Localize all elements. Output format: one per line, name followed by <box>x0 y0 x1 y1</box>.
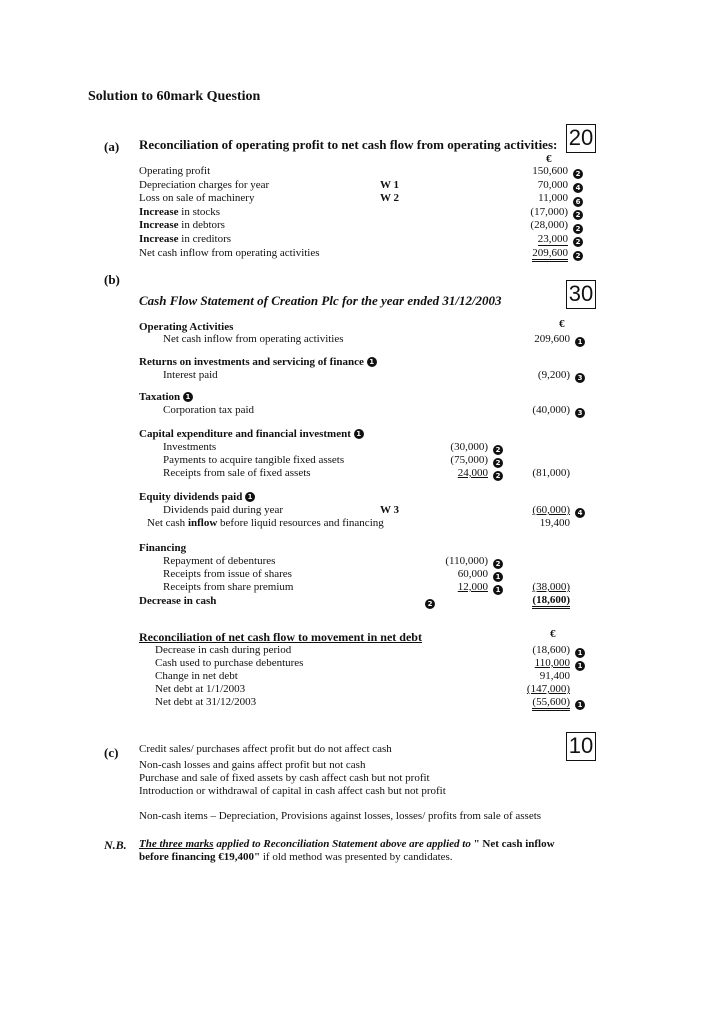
part-a-value: 150,600 <box>532 165 568 177</box>
part-a-row-label <box>139 206 220 218</box>
recon-value: 110,000 <box>534 657 570 669</box>
mark-icon: 3 <box>575 408 585 418</box>
part-c-label: (c) <box>104 745 119 760</box>
nb-text2-b: if old method was presented by candidates. <box>260 851 453 863</box>
part-a-row-value <box>490 247 568 259</box>
row-label-rest: in debtors <box>178 219 225 232</box>
part-c-marks-box: 10 <box>566 732 596 761</box>
mark-icon: 2 <box>493 559 503 569</box>
mark-icon: 1 <box>367 357 377 367</box>
capex-total: (81,000) <box>532 467 570 479</box>
financing-row-label: Receipts from share premium <box>163 581 294 593</box>
part-a-row-value <box>490 233 568 245</box>
part-a-row-label: Operating profit <box>139 165 211 177</box>
returns-value: (9,200) <box>537 369 570 381</box>
mark-cell <box>575 657 585 675</box>
recon-currency: € <box>550 628 556 640</box>
capex-row-label: Payments to acquire tangible fixed assets <box>163 454 345 466</box>
part-a-value: 11,000 <box>538 192 568 205</box>
part-a-row-value <box>490 192 568 204</box>
part-b-label: (b) <box>104 272 120 287</box>
mark-icon: 1 <box>493 585 503 595</box>
capex-value: 24,000 <box>457 467 488 479</box>
dividends-value: (60,000) <box>532 504 570 516</box>
mark-icon: 3 <box>575 373 585 383</box>
dividends-ref: W 3 <box>380 504 400 516</box>
part-a-value: 23,000 <box>537 233 568 245</box>
recon-row-label: Cash used to purchase debentures <box>155 657 304 669</box>
dividends-heading: Equity dividends paid <box>139 491 243 503</box>
financing-value: 60,000 <box>457 568 488 580</box>
mark-icon: 1 <box>354 429 364 439</box>
recon-row-value <box>496 657 570 669</box>
recon-row-label: Change in net debt <box>155 670 238 682</box>
net-before-value: 19,400 <box>539 517 570 529</box>
financing-row-value <box>420 581 488 593</box>
dividends-line: Dividends paid during year <box>163 504 284 516</box>
capex-row-value <box>420 454 488 466</box>
mark-icon: 1 <box>575 337 585 347</box>
mark-cell <box>573 247 583 265</box>
financing-row-label: Repayment of debentures <box>163 555 276 567</box>
part-c-item: Credit sales/ purchases affect profit but do not affect cash <box>139 743 392 755</box>
operating-value: 209,600 <box>534 333 570 345</box>
mark-icon: 2 <box>425 599 435 609</box>
row-label-bold: Increase <box>139 205 179 218</box>
mark-icon: 4 <box>573 183 583 193</box>
operating-heading: Operating Activities <box>139 321 234 333</box>
part-a-row-ref: W 1 <box>380 178 400 191</box>
recon-row-value <box>496 644 570 656</box>
capex-row-label: Receipts from sale of fixed assets <box>163 467 311 479</box>
operating-line: Net cash inflow from operating activities <box>163 333 344 345</box>
part-a-label: (a) <box>104 139 120 154</box>
capex-value: (75,000) <box>450 454 488 466</box>
financing-row-label: Receipts from issue of shares <box>163 568 292 580</box>
decrease-value: (18,600) <box>532 594 570 609</box>
recon-row-label: Net debt at 1/1/2003 <box>155 683 246 695</box>
recon-row-value <box>496 670 570 682</box>
part-a-row-label: Depreciation charges for year <box>139 178 270 191</box>
taxation-line: Corporation tax paid <box>163 404 255 416</box>
recon-row-value <box>496 696 570 708</box>
mark-icon: 4 <box>575 508 585 518</box>
mark-icon: 1 <box>183 392 193 402</box>
part-a-row-ref: W 2 <box>380 192 400 205</box>
returns-line: Interest paid <box>163 369 218 381</box>
part-a-row-label: Net cash inflow from operating activities <box>139 246 320 259</box>
mark-cell <box>575 696 585 714</box>
capex-row-label: Investments <box>163 441 217 453</box>
recon-value: (147,000) <box>526 683 570 695</box>
mark-icon: 1 <box>575 700 585 710</box>
row-label-bold: Increase <box>139 219 179 232</box>
part-c-item: Non-cash losses and gains affect profit but not cash <box>139 759 366 771</box>
noncash-items: Non-cash items – Depreciation, Provisions against losses, losses/ profits from sale of assets <box>139 810 542 822</box>
decrease-label: Decrease in cash <box>139 595 217 607</box>
mark-icon: 2 <box>573 210 583 220</box>
part-a-heading: Reconciliation of operating profit to net cash flow from operating activities: <box>139 137 558 152</box>
mark-icon: 1 <box>493 572 503 582</box>
net-before-c: before liquid resources and financing <box>217 517 384 529</box>
capex-row-value <box>420 467 488 479</box>
row-label-bold: Increase <box>139 233 179 245</box>
part-a-row-value <box>490 179 568 191</box>
recon-heading: Reconciliation of net cash flow to movement in net debt <box>139 630 422 644</box>
capex-row-value <box>420 441 488 453</box>
part-a-row-label <box>139 233 231 245</box>
returns-heading: Returns on investments and servicing of finance <box>139 356 364 368</box>
mark-icon: 2 <box>573 224 583 234</box>
net-before-a: Net cash <box>147 517 188 529</box>
recon-row-value <box>496 683 570 695</box>
nb-text2-a: before financing €19,400" <box>139 851 261 863</box>
net-before-b: inflow <box>187 517 218 529</box>
mark-icon: 2 <box>493 471 503 481</box>
part-c-item: Introduction or withdrawal of capital in cash affect cash but not profit <box>139 785 446 797</box>
mark-icon: 2 <box>573 169 583 179</box>
recon-row-label: Decrease in cash during period <box>155 644 292 656</box>
taxation-heading: Taxation <box>139 391 181 403</box>
recon-value: 91,400 <box>539 670 570 682</box>
capex-heading: Capital expenditure and financial investment <box>139 428 351 440</box>
part-b-marks-box: 30 <box>566 280 596 309</box>
page-title: Solution to 60mark Question <box>88 89 261 104</box>
part-a-row-label: Loss on sale of machinery <box>139 192 255 205</box>
capex-value: (30,000) <box>450 441 488 453</box>
financing-row-value <box>420 555 488 567</box>
part-a-row-value <box>490 165 568 177</box>
recon-value: (55,600) <box>532 696 570 711</box>
recon-row-label: Net debt at 31/12/2003 <box>155 696 257 708</box>
financing-value: 12,000 <box>457 581 488 593</box>
part-c-item: Purchase and sale of fixed assets by cash affect cash but not profit <box>139 772 430 784</box>
part-b-currency: € <box>559 318 565 330</box>
mark-icon: 2 <box>493 458 503 468</box>
mark-icon: 1 <box>575 661 585 671</box>
nb-text1-rest: applied to Reconciliation Statement above are applied to <box>213 838 471 850</box>
financing-heading: Financing <box>139 542 187 554</box>
mark-icon: 2 <box>573 237 583 247</box>
nb-three-marks: The three marks <box>139 838 214 850</box>
recon-value: (18,600) <box>532 644 570 656</box>
part-b-heading: Cash Flow Statement of Creation Plc for the year ended 31/12/2003 <box>139 293 502 308</box>
mark-icon: 6 <box>573 197 583 207</box>
nb-text1-quote: " Net cash inflow <box>470 838 555 850</box>
financing-row-value <box>420 568 488 580</box>
part-a-row-label <box>139 219 225 231</box>
part-a-value: (17,000) <box>530 205 568 218</box>
taxation-value: (40,000) <box>532 404 570 416</box>
part-a-row-value <box>490 206 568 218</box>
mark-icon: 2 <box>573 251 583 261</box>
financing-total: (38,000) <box>532 581 570 593</box>
part-a-value: 70,000 <box>537 178 568 191</box>
part-a-value: (28,000) <box>530 219 568 232</box>
row-label-rest: in stocks <box>178 205 221 218</box>
part-a-row-value <box>490 219 568 231</box>
mark-icon: 1 <box>575 648 585 658</box>
part-a-value: 209,600 <box>532 247 568 262</box>
mark-icon: 2 <box>493 445 503 455</box>
part-a-marks-box: 20 <box>566 124 596 153</box>
part-a-currency: € <box>546 153 552 165</box>
mark-icon: 1 <box>245 492 255 502</box>
nb-label: N.B. <box>104 838 127 852</box>
row-label-rest: in creditors <box>178 233 232 245</box>
financing-value: (110,000) <box>445 555 488 567</box>
